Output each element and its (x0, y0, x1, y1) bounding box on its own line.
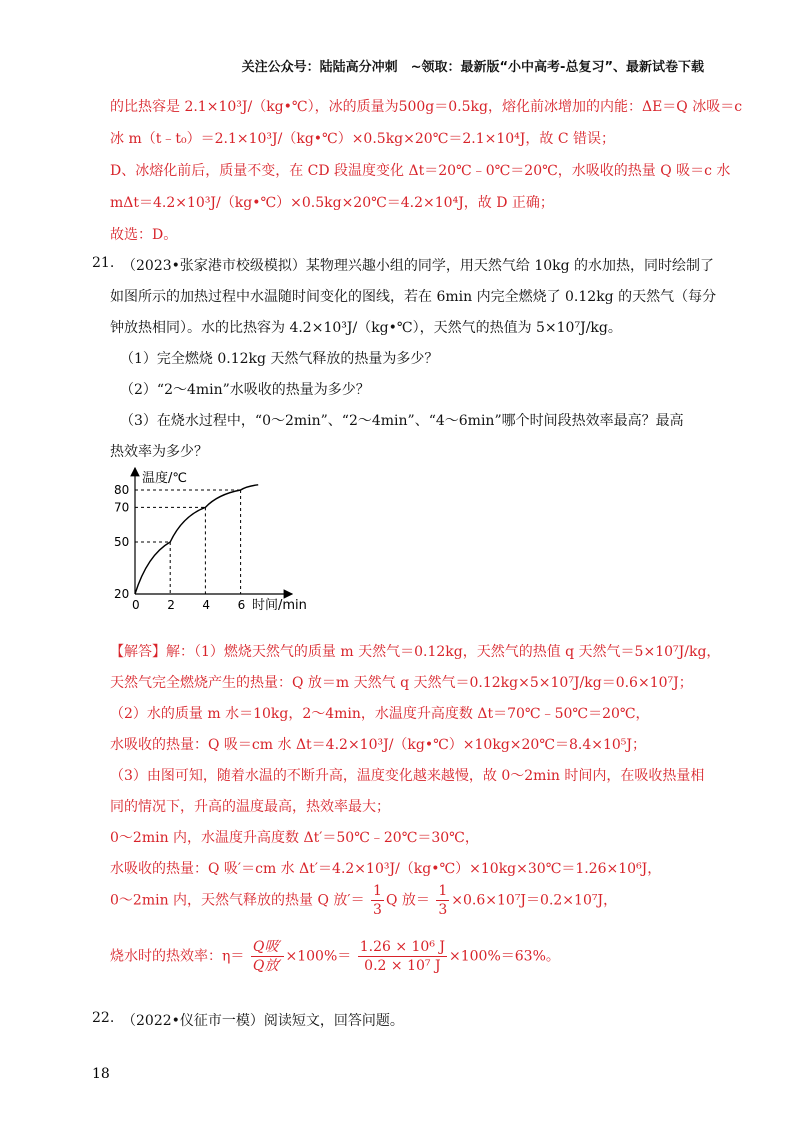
page-header: 关注公众号：陆陆高分冲刺 ~领取：最新版“小中高考-总复习”、最新试卷下载 (241, 60, 704, 75)
x-tick-label: 2 (167, 598, 175, 612)
temperature-curve (135, 485, 258, 594)
page-number: 18 (92, 1066, 110, 1082)
value-numerator: 1.26 × 10⁶ J (359, 939, 446, 955)
fraction-one-third (371, 882, 384, 919)
answer-line-2: 天然气完全燃烧产生的热量：Q 放＝m 天然气 q 天然气＝0.12kg×5×10⁷J/kg＝0.6×10⁷J； (110, 675, 693, 691)
value-fraction (358, 938, 447, 975)
efficiency-numerator: Q吸′ (252, 939, 282, 955)
answer-line-7: 0～2min 内，水温度升高度数 Δt′＝50℃﹣20℃＝30℃， (110, 830, 479, 846)
prev-line-4: mΔt＝4.2×10³J/（kg•℃）×0.5kg×20℃＝4.2×10⁴J，故 D 正确； (110, 195, 554, 211)
fraction-denominator: 3 (373, 902, 382, 918)
answer-line-10-c: ×100%＝63%。 (449, 948, 560, 965)
y-tick-label: 80 (114, 483, 130, 497)
answer-line-10-a: 烧水时的热效率：η＝ (110, 948, 245, 965)
answer-line-9-c: ×0.6×10⁷J＝0.2×10⁷J， (451, 892, 618, 909)
answer-tag: 【解答】 (110, 644, 166, 660)
sub-question-1: （1）完全燃烧 0.12kg 天然气释放的热量为多少？ (120, 351, 439, 367)
sub-question-3a: （3）在烧水过程中，“0～2min”、“2～4min”、“4～6min”哪个时间段热效率最高？最高 (120, 413, 684, 429)
question-22-text: （2022•仪征市一模）阅读短文，回答问题。 (122, 1013, 404, 1029)
answer-line-8: 水吸收的热量：Q 吸′＝cm 水 Δt′＝4.2×10³J/（kg•℃）×10kg×30℃＝1.26×10⁶J， (110, 861, 662, 877)
y-axis-label: 温度/℃ (142, 471, 187, 486)
answer-line-9-a: 0～2min 内，天然气释放的热量 Q 放′＝ (110, 892, 365, 909)
sub-question-3b: 热效率为多少？ (110, 444, 208, 460)
x-axis-label: 时间/min (252, 598, 307, 613)
fraction-numerator: 1 (373, 883, 382, 899)
answer-line-9 (110, 882, 617, 919)
answer-line-5: （3）由图可知，随着水温的不断升高，温度变化越来越慢，故 0～2min 时间内，在吸收热量相 (110, 768, 705, 784)
question-21-number: 21. (92, 255, 115, 271)
y-tick-label: 70 (114, 500, 130, 515)
answer-line-1 (110, 641, 720, 661)
prev-line-2: 冰 m（t﹣t₀）＝2.1×10³J/（kg•℃）×0.5kg×20℃＝2.1×10⁴J，故 C 错误； (110, 131, 615, 147)
answer-line-10 (110, 938, 560, 975)
x-tick-label: 6 (237, 598, 246, 612)
temperature-time-chart (110, 462, 330, 622)
sub-question-2: （2）“2～4min”水吸收的热量为多少？ (120, 382, 370, 398)
answer-line-6: 同的情况下，升高的温度最高，热效率最大； (110, 799, 390, 815)
efficiency-fraction (251, 938, 284, 975)
prev-line-1: 的比热容是 2.1×10³J/（kg•℃），冰的质量为500g＝0.5kg，熔化前冰增加的内能：ΔE＝Q 冰吸＝c (110, 99, 743, 115)
answer-line-10-b: ×100%＝ (285, 948, 352, 965)
answer-line-3: （2）水的质量 m 水＝10kg，2～4min，水温度升高度数 Δt＝70℃﹣50℃＝20℃， (110, 706, 650, 722)
fraction-one-third-2 (436, 882, 449, 919)
fraction-numerator-2: 1 (438, 883, 448, 899)
value-denominator: 0.2 × 10⁷ J (364, 958, 441, 974)
question-21-line-1: （2023•张家港市校级模拟）某物理兴趣小组的同学，用天然气给 10kg 的水加热，同时绘制了 (122, 258, 715, 274)
answer-line-4: 水吸收的热量：Q 吸＝cm 水 Δt＝4.2×10³J/（kg•℃）×10kg×20℃＝8.4×10⁵J； (110, 737, 647, 753)
y-tick-label: 50 (114, 535, 130, 549)
fraction-denominator-2: 3 (438, 902, 448, 918)
efficiency-denominator: Q放′ (252, 958, 282, 974)
prev-line-5: 故选：D。 (110, 227, 178, 243)
answer-line-9-b: Q 放＝ (385, 892, 430, 909)
x-tick-label: 0 (132, 598, 140, 612)
x-tick-label: 4 (202, 598, 211, 612)
y-tick-label: 20 (114, 587, 130, 601)
question-21-line-3: 钟放热相同）。水的比热容为 4.2×10³J/（kg•℃），天然气的热值为 5×10⁷J/kg。 (110, 320, 622, 336)
question-21-line-2: 如图所示的加热过程中水温随时间变化的图线，若在 6min 内完全燃烧了 0.12kg 的天然气（每分 (110, 289, 717, 305)
answer-line-1-text: 解：（1）燃烧天然气的质量 m 天然气＝0.12kg，天然气的热值 q 天然气＝5×10⁷J/kg， (166, 644, 721, 660)
question-22-number: 22. (92, 1010, 115, 1026)
prev-line-3: D、冰熔化前后，质量不变，在 CD 段温度变化 Δt＝20℃﹣0℃＝20℃，水吸收的热量 Q 吸＝c 水 (110, 163, 731, 179)
